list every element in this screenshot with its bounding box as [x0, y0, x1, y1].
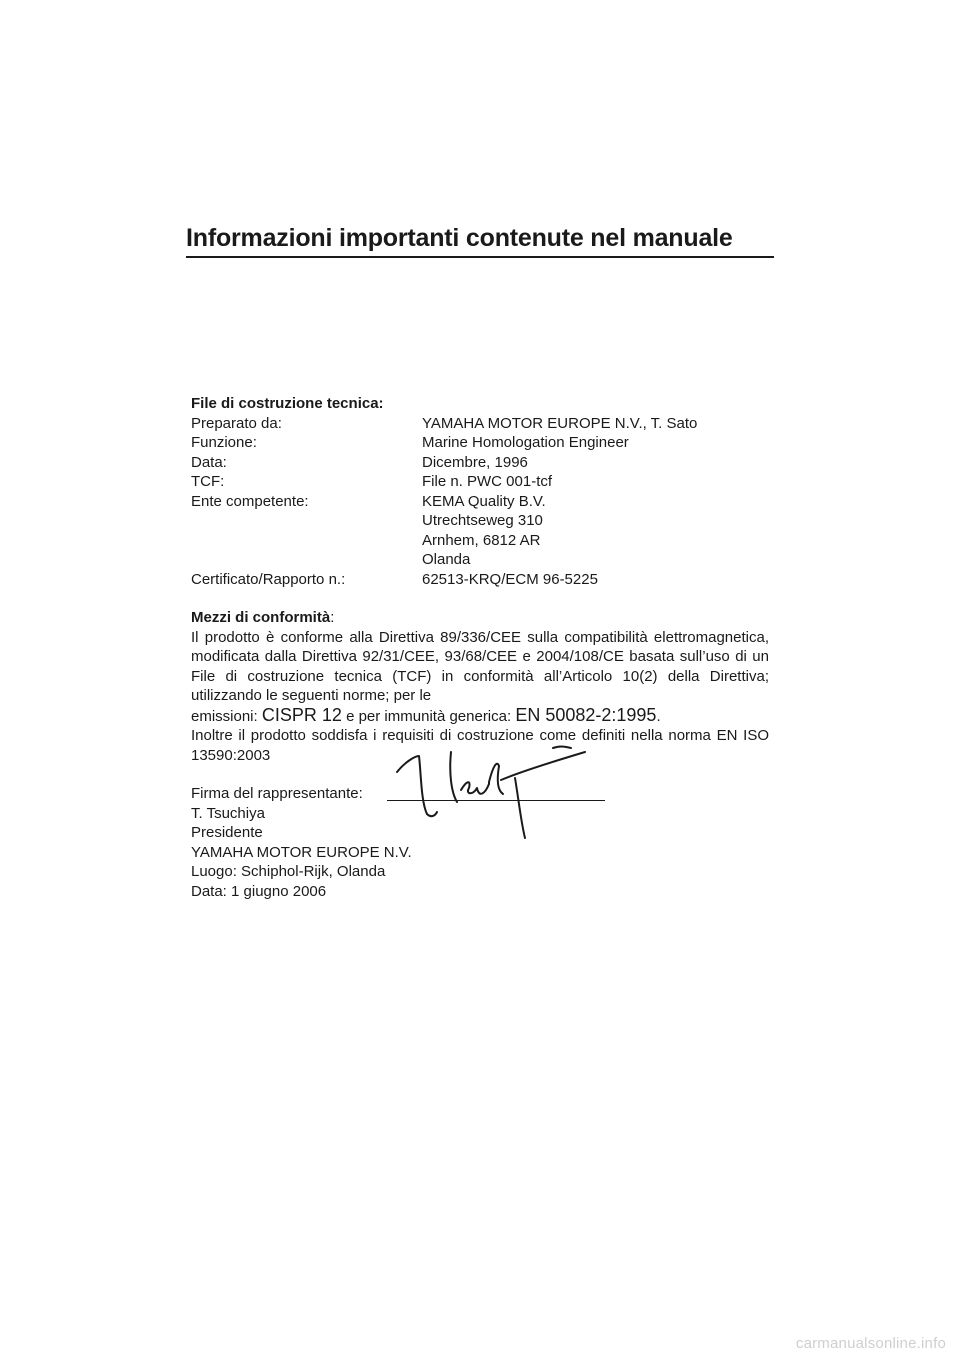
- conformity-heading: Mezzi di conformità: [191, 609, 331, 626]
- tcf-row-address-city: [191, 531, 769, 551]
- signatory-company: YAMAHA MOTOR EUROPE N.V.: [191, 843, 412, 861]
- immunity-prefix: e per immunità generica:: [341, 707, 516, 725]
- tcf-value: Dicembre, 1996: [422, 453, 528, 471]
- tcf-row-certificate: [191, 570, 769, 590]
- tcf-label: Ente competente:: [191, 492, 309, 510]
- signing-place: Luogo: Schiphol-Rijk, Olanda: [191, 863, 386, 880]
- tcf-row-prepared-by: [191, 414, 769, 434]
- tcf-label: Preparato da:: [191, 414, 282, 432]
- site-watermark: carmanualsonline.info: [795, 1335, 946, 1352]
- tcf-label: TCF:: [191, 473, 225, 490]
- signature-area: [191, 784, 769, 804]
- signing-date: Data: 1 giugno 2006: [191, 882, 327, 900]
- tcf-label: [191, 511, 422, 531]
- construction-paragraph: Inoltre il prodotto soddisfa i requisiti di costruzione come definiti nella norma EN ISO 13590:2003: [191, 727, 769, 764]
- tcf-row-authority: [191, 492, 769, 512]
- tcf-value: Marine Homologation Engineer: [422, 434, 629, 451]
- tcf-label: Funzione:: [191, 434, 257, 451]
- signatory-name: T. Tsuchiya: [191, 804, 265, 822]
- tcf-row-date: [191, 453, 769, 473]
- tcf-label: Certificato/Rapporto n.:: [191, 570, 346, 588]
- emissions-standard: CISPR 12: [261, 704, 342, 725]
- conformity-paragraph: Il prodotto è conforme alla Direttiva 89/336/CEE sulla compatibilità elettromagnetica, modificata dalla Direttiva 92/31/CEE, 93/68/CEE e 2004/108/CE basata sull’uso di un File di costruzione tecnica (TCF) in conformità all’Articolo 10(2) della Direttiva; utilizzando le seguenti norme; per le: [191, 628, 769, 704]
- tcf-value: File n. PWC 001-tcf: [422, 473, 553, 490]
- standards-period: .: [656, 707, 661, 725]
- tcf-label: Data:: [191, 453, 227, 471]
- tcf-heading: File di costruzione tecnica:: [191, 395, 384, 412]
- tcf-row-tcf: [191, 472, 769, 492]
- tcf-value: Arnhem, 6812 AR: [422, 531, 541, 549]
- conformity-heading-colon: :: [330, 609, 335, 626]
- tcf-value: Utrechtseweg 310: [422, 512, 543, 529]
- signatory-role: Presidente: [191, 824, 263, 841]
- spacer: [191, 589, 769, 608]
- conformity-standards-line: [191, 706, 769, 727]
- page-title: Informazioni importanti contenute nel manuale: [186, 224, 733, 252]
- conformity-heading-line: [191, 608, 769, 628]
- declaration-content: [191, 394, 769, 901]
- tcf-value: KEMA Quality B.V.: [422, 492, 546, 510]
- signature-label: Firma del rappresentante:: [191, 785, 363, 802]
- tcf-value: YAMAHA MOTOR EUROPE N.V., T. Sato: [422, 414, 698, 432]
- handwritten-signature: [385, 742, 595, 842]
- title-divider: [186, 256, 774, 258]
- tcf-label: [191, 550, 422, 570]
- immunity-standard: EN 50082-2:1995: [515, 704, 657, 725]
- tcf-row-address-country: [191, 550, 769, 570]
- tcf-row-address-street: [191, 511, 769, 531]
- tcf-row-function: [191, 433, 769, 453]
- tcf-value: 62513-KRQ/ECM 96-5225: [422, 570, 598, 588]
- tcf-value: Olanda: [422, 551, 471, 568]
- tcf-label: [191, 531, 422, 551]
- emissions-prefix: emissioni:: [191, 707, 262, 725]
